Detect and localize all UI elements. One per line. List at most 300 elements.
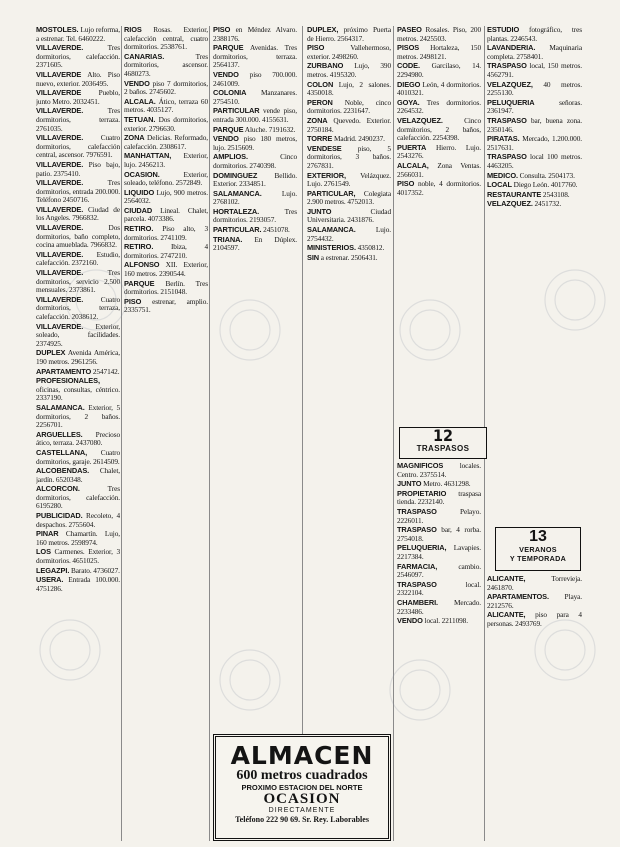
classified-ad bbox=[213, 190, 297, 207]
ad-keyword: ALICANTE, bbox=[487, 575, 526, 583]
classified-ad bbox=[36, 576, 120, 593]
ad-text: Lujo, 900 metros. 2564032. bbox=[124, 187, 208, 206]
ad-keyword: ALCALA. bbox=[124, 96, 156, 106]
ad-text: cambio. 2546097. bbox=[397, 561, 481, 580]
classified-ad bbox=[36, 269, 120, 295]
ad-keyword: PARTICULAR bbox=[213, 106, 260, 116]
ad-keyword: ALFONSO bbox=[124, 260, 160, 270]
ad-text: Lujo reforma, a estrenar. Tel. 6460222. bbox=[36, 26, 120, 43]
ad-keyword: ALICANTE, bbox=[487, 610, 526, 620]
classified-ad bbox=[124, 261, 208, 278]
ad-text: Mercado. 2233486. bbox=[397, 597, 481, 616]
classified-ad bbox=[36, 404, 120, 430]
ad-text: a estrenar. 2506431. bbox=[319, 252, 378, 262]
ad-keyword: CIUDAD bbox=[124, 205, 153, 215]
ad-keyword: ZONA bbox=[124, 133, 145, 143]
ad-text: Estudio, calefacción. 2372160. bbox=[36, 249, 120, 268]
ad-text: Vallehermoso, exterior. 2498260. bbox=[307, 43, 391, 61]
classified-ad bbox=[124, 280, 208, 297]
classified-ad bbox=[307, 62, 391, 79]
ad-column-2 bbox=[124, 26, 208, 841]
ad-keyword: MAGNIFICOS bbox=[397, 462, 444, 470]
ad-text: local 100 metros. 4463205. bbox=[487, 152, 582, 170]
ad-text: Avenida América, 190 metros. 2961256. bbox=[36, 348, 120, 366]
ad-text: Alto. Piso nuevo, exterior. 2036495. bbox=[36, 69, 120, 88]
ad-text: Cuatro dormitorios, terraza, calefacción. 2038612. bbox=[36, 294, 120, 321]
classified-ad bbox=[213, 135, 297, 152]
ad-offer: OCASION bbox=[263, 791, 341, 807]
ad-keyword: ALCORCON. bbox=[36, 484, 80, 494]
ad-column-5 bbox=[397, 26, 481, 424]
column-rule bbox=[393, 26, 394, 841]
column-rule bbox=[302, 26, 303, 841]
classified-ad bbox=[487, 611, 582, 628]
classified-ad bbox=[307, 135, 391, 144]
ad-text: Aluche. 7191632. bbox=[243, 124, 296, 134]
ad-text: Pelayo. 2226011. bbox=[397, 506, 481, 525]
ad-keyword: PIRATAS. bbox=[487, 134, 520, 144]
classified-ad bbox=[213, 126, 297, 135]
ad-keyword: RIOS bbox=[124, 26, 142, 34]
classified-ad bbox=[36, 530, 120, 547]
ad-size: 600 metros cuadrados bbox=[236, 768, 368, 783]
classified-ad bbox=[124, 207, 208, 224]
ad-keyword: TRASPASO bbox=[487, 61, 527, 71]
ad-column-3 bbox=[213, 26, 297, 730]
ad-column-1 bbox=[36, 26, 120, 841]
classified-ad bbox=[397, 462, 481, 479]
ad-keyword: TRASPASO bbox=[397, 506, 437, 516]
classified-ad bbox=[397, 44, 481, 61]
ad-keyword: COLONIA bbox=[213, 88, 247, 98]
ad-text: En Dúplex. 2104597. bbox=[213, 234, 297, 253]
ad-keyword: HORTALEZA. bbox=[213, 206, 260, 216]
ad-text: 2451732. bbox=[532, 199, 562, 209]
ad-keyword: VILLAVERDE. bbox=[36, 133, 84, 143]
ad-text: Exterior, soleado, facilidades. 2374925. bbox=[36, 321, 120, 348]
ad-keyword: TRASPASO bbox=[487, 115, 527, 125]
ad-text: Lineal. Chalet, parcela. 4073386. bbox=[124, 205, 208, 224]
ad-keyword: VILLAVERDE. bbox=[36, 223, 84, 233]
classified-ad bbox=[487, 575, 582, 592]
ad-text: Ciudad de los Angeles. 7966832. bbox=[36, 204, 120, 223]
classified-ad bbox=[487, 81, 582, 98]
ad-text: Ibiza, 4 dormitorios. 2747210. bbox=[124, 242, 208, 260]
ad-text: Tres dormitorios, servicio 2.500 mensuales. 2373861. bbox=[36, 268, 120, 295]
classified-ad bbox=[213, 172, 297, 189]
section-header-veranos bbox=[495, 527, 581, 571]
ad-text: Exterior, 5 dormitorios, 2 baños. 2256701. bbox=[36, 402, 120, 430]
classified-ad bbox=[397, 508, 481, 525]
classified-ad bbox=[36, 44, 120, 70]
ad-keyword: VENDO bbox=[213, 69, 239, 79]
ad-note: DIRECTAMENTE bbox=[268, 807, 336, 814]
ad-text: noble, 4 dormitorios. 4017352. bbox=[397, 179, 481, 197]
ad-keyword: APARTAMENTOS. bbox=[487, 592, 549, 602]
ad-text: local. 2211098. bbox=[422, 616, 468, 626]
ad-keyword: TRASPASO bbox=[487, 152, 527, 162]
ad-keyword: CHAMBERI. bbox=[397, 597, 438, 607]
ad-text: Avenidas. Tres dormitorios, terraza. 2564137. bbox=[213, 43, 297, 70]
classified-ad bbox=[397, 581, 481, 598]
ad-text: Barato. 4736027. bbox=[69, 565, 120, 575]
section-number: 12 bbox=[432, 426, 454, 445]
ad-keyword: DUPLEX bbox=[36, 348, 66, 358]
ad-text: Ciudad Universitaria. 2431876. bbox=[307, 206, 391, 225]
ad-keyword: VILLAVERDE. bbox=[36, 204, 84, 214]
ad-keyword: GOYA. bbox=[397, 97, 420, 107]
ad-keyword: TRASPASO bbox=[397, 579, 437, 589]
ad-text: Entrada 100.000. 4751286. bbox=[36, 575, 120, 593]
ad-keyword: TRASPASO bbox=[397, 525, 437, 535]
ad-text: oficinas, consultas, céntrico. 2337190. bbox=[36, 384, 120, 403]
classified-ad bbox=[487, 44, 582, 61]
classified-ad bbox=[36, 368, 120, 377]
ad-keyword: SALAMANCA. bbox=[307, 225, 356, 235]
ad-keyword: MOSTOLES. bbox=[36, 26, 79, 34]
classified-ad bbox=[397, 26, 481, 43]
ad-keyword: PUBLICIDAD. bbox=[36, 511, 83, 521]
ad-text: Rosas. Exterior, calefacción central, cuatro dormitorios. 2538761. bbox=[124, 26, 208, 52]
ad-keyword: VILLAVERDE. bbox=[36, 268, 84, 278]
ad-keyword: PROPIETARIO bbox=[397, 488, 447, 498]
classified-ad bbox=[397, 99, 481, 116]
ad-text: bar, buena zona. 2350146. bbox=[487, 115, 582, 134]
ad-text: Tres dormitorios. 2264532. bbox=[397, 97, 481, 116]
classified-ad bbox=[397, 617, 481, 626]
ad-text: XII. Exterior, 160 metros. 2390544. bbox=[124, 260, 208, 279]
ad-keyword: PISO bbox=[397, 179, 415, 189]
classified-ad bbox=[397, 599, 481, 616]
classified-ad bbox=[213, 153, 297, 170]
classified-ad bbox=[36, 161, 120, 178]
ad-text: Colegiata 2.900 metros. 4752013. bbox=[307, 188, 391, 207]
classified-ad bbox=[397, 117, 481, 143]
ad-keyword: FARMACIA, bbox=[397, 561, 438, 571]
ad-text: Hortaleza, 150 metros. 2498121. bbox=[397, 43, 481, 61]
ad-keyword: VILLAVERDE. bbox=[36, 178, 84, 188]
section-title: VERANOS bbox=[519, 545, 557, 554]
ad-text: 2547142. bbox=[91, 366, 120, 376]
classified-ad bbox=[213, 208, 297, 225]
ad-keyword: APARTAMENTO bbox=[36, 366, 92, 376]
ad-keyword: ZONA bbox=[307, 115, 328, 125]
classified-ad bbox=[397, 62, 481, 79]
ad-keyword: VILLAVERDE. bbox=[36, 106, 84, 116]
ad-text: Delicias. Reformado, calefacción. 2308617. bbox=[124, 133, 208, 151]
ad-keyword: LOCAL bbox=[487, 180, 512, 190]
ad-text: 2543108. bbox=[541, 189, 570, 199]
ad-keyword: VENDESE bbox=[307, 143, 342, 153]
ad-keyword: PARQUE bbox=[213, 43, 244, 53]
classified-ad bbox=[36, 89, 120, 106]
ad-keyword: JUNTO bbox=[397, 479, 422, 489]
classified-ad bbox=[487, 200, 582, 209]
classified-ad bbox=[36, 71, 120, 88]
ad-keyword: PARTICULAR, bbox=[307, 188, 356, 198]
classified-ad bbox=[307, 99, 391, 116]
ad-location: PROXIMO ESTACION DEL NORTE bbox=[241, 783, 363, 792]
ad-text: Chamartín. Lujo, 160 metros. 2598974. bbox=[36, 529, 120, 547]
ad-column-6 bbox=[487, 26, 582, 522]
ad-keyword: PISO bbox=[307, 43, 325, 53]
ad-text: Zona Ventas. 2566031. bbox=[397, 160, 481, 179]
ad-text: Velázquez. Lujo. 2761549. bbox=[307, 170, 391, 189]
ad-text: Tres dormitorios. 2193057. bbox=[213, 206, 297, 225]
classified-ad bbox=[397, 526, 481, 543]
ad-text: Lujo. 2754432. bbox=[307, 225, 391, 243]
classified-ad bbox=[307, 244, 391, 253]
ad-headline: ALMACEN bbox=[230, 741, 374, 770]
classified-ad bbox=[124, 53, 208, 79]
ad-keyword: LEGAZPI. bbox=[36, 565, 70, 575]
ad-keyword: VILLAVERDE. bbox=[36, 159, 84, 169]
ad-text: estrenar, amplio. 2335751. bbox=[124, 296, 208, 315]
ad-text: Metro. 4631298. bbox=[421, 479, 471, 489]
ad-keyword: PISOS bbox=[397, 43, 420, 53]
ad-text: Playa. 2212576. bbox=[487, 592, 582, 610]
ad-text: Ático, terraza 60 metros. 4035127. bbox=[124, 96, 208, 115]
ad-text: piso para 4 personas. 2493769. bbox=[487, 610, 582, 628]
ad-text: Bellido. Exterior. 2334851. bbox=[213, 170, 297, 189]
classified-ad bbox=[213, 236, 297, 253]
ad-text: 40 metros. 2255130. bbox=[487, 79, 582, 98]
ad-text: Piso bajo, patio. 2375410. bbox=[36, 159, 120, 178]
ad-text: Dos dormitorios, baño completo, cocina amueblada. 7966832. bbox=[36, 223, 120, 250]
ad-keyword: PASEO bbox=[397, 26, 422, 34]
ad-keyword: PISO bbox=[124, 296, 142, 306]
ad-text: Tres dormitorios, entrada 200.000. Teléfono 2450716. bbox=[36, 178, 120, 205]
ad-keyword: SIN bbox=[307, 252, 320, 262]
ad-text: local. 2322104. bbox=[397, 579, 481, 598]
classified-ad bbox=[36, 134, 120, 160]
ad-keyword: LAVANDERIA. bbox=[487, 43, 536, 53]
ad-keyword: VENDO bbox=[397, 616, 423, 626]
classified-ad bbox=[487, 26, 582, 43]
ad-text: Consulta. 2504173. bbox=[517, 170, 575, 180]
classified-ad bbox=[124, 116, 208, 133]
ad-text: Carmenes. Exterior, 3 dormitorios. 4651025. bbox=[36, 547, 120, 566]
classified-ad bbox=[124, 98, 208, 115]
classified-ad bbox=[307, 145, 391, 171]
ad-text: traspasa tienda. 2232140. bbox=[397, 488, 481, 507]
classified-ad bbox=[487, 181, 582, 190]
ad-keyword: VILLAVERDE. bbox=[36, 249, 84, 259]
ad-keyword: VENDO bbox=[124, 78, 150, 88]
ad-text: Maquinaria completa. 2758401. bbox=[487, 43, 582, 61]
ad-keyword: CANARIAS. bbox=[124, 51, 165, 61]
ad-keyword: PISO bbox=[213, 26, 231, 34]
ad-keyword: ZURBANO bbox=[307, 61, 344, 71]
ad-keyword: TRIANA. bbox=[213, 234, 243, 244]
ad-text: Tres dormitorios, ascensor. 4680273. bbox=[124, 51, 208, 78]
classified-ad bbox=[487, 135, 582, 152]
ad-keyword: VENDO bbox=[213, 134, 239, 144]
ad-phone: Teléfono 222 90 69. Sr. Rey. Laborables bbox=[235, 815, 369, 824]
ad-keyword: LIQUIDO bbox=[124, 187, 155, 197]
ad-text: Precioso ático, terraza. 2437080. bbox=[36, 429, 120, 448]
classified-ad bbox=[124, 26, 208, 52]
classified-ad bbox=[36, 449, 120, 466]
ad-text: Berlín. Tres dormitorios. 2151048. bbox=[124, 278, 208, 297]
classified-ad bbox=[307, 190, 391, 207]
classified-ad bbox=[213, 107, 297, 124]
classified-ad bbox=[36, 107, 120, 133]
classified-ad bbox=[36, 224, 120, 250]
ad-keyword: PELUQUERIA, bbox=[397, 543, 447, 553]
ad-keyword: VILLAVERDE bbox=[36, 88, 82, 98]
classified-ad bbox=[397, 81, 481, 98]
ad-text: Cuatro dormitorios, garaje. 2614509. bbox=[36, 447, 120, 466]
classified-ad bbox=[307, 226, 391, 243]
classified-ad bbox=[487, 191, 582, 200]
ad-keyword: DOMINGUEZ bbox=[213, 170, 258, 180]
ad-text: piso 700.000. 2461009. bbox=[213, 69, 297, 88]
almacen-display-ad bbox=[213, 734, 391, 841]
classified-ad bbox=[124, 243, 208, 260]
ad-keyword: PARTICULAR. bbox=[213, 225, 262, 235]
classified-ad bbox=[124, 225, 208, 242]
classified-ad bbox=[487, 593, 582, 610]
ad-keyword: RETIRO. bbox=[124, 242, 154, 252]
ad-text: Piso alto, 3 dormitorios. 2741109. bbox=[124, 224, 208, 242]
ad-text: Manzanares. 2754510. bbox=[213, 88, 297, 106]
ad-keyword: RESTAURANTE bbox=[487, 189, 542, 199]
ad-keyword: PROFESIONALES, bbox=[36, 376, 100, 386]
ad-text: Madrid. 2490237. bbox=[332, 134, 385, 144]
ad-keyword: TETUAN. bbox=[124, 114, 156, 124]
classified-ad bbox=[487, 153, 582, 170]
classified-ad bbox=[36, 467, 120, 484]
ad-text: locales. Centro. 2375514. bbox=[397, 462, 481, 479]
ad-text: en Méndez Alvaro. 2388176. bbox=[213, 26, 297, 43]
ad-text: vende piso, entrada 300.000. 4155631. bbox=[213, 106, 297, 124]
ad-keyword: MINISTERIOS. bbox=[307, 243, 356, 253]
ad-text: Exterior, soleado, teléfono. 2572849. bbox=[124, 169, 208, 188]
ad-text: Pueblo, junto Metro. 2032451. bbox=[36, 88, 120, 106]
ad-text: Lavapies. 2217384. bbox=[397, 543, 481, 561]
section-header-traspasos bbox=[399, 427, 487, 459]
classified-ad bbox=[213, 226, 297, 235]
ad-keyword: VELAZQUEZ. bbox=[487, 199, 533, 209]
classified-ad bbox=[213, 44, 297, 70]
classified-ad bbox=[124, 298, 208, 315]
classified-ad bbox=[397, 490, 481, 507]
ad-keyword: SALAMANCA. bbox=[213, 188, 262, 198]
classified-ad bbox=[397, 180, 481, 197]
ad-text: señoras. 2361947. bbox=[487, 97, 582, 116]
ad-text: bar, 4 rorba. 2754018. bbox=[397, 525, 481, 543]
ad-keyword: CODE. bbox=[397, 61, 420, 71]
ad-text: Exterior, lujo. 2456213. bbox=[124, 151, 208, 169]
ad-keyword: RETIRO. bbox=[124, 224, 154, 234]
ad-text: Torrevieja. 2461870. bbox=[487, 575, 582, 592]
ad-text: Garcilaso, 14. 2294980. bbox=[397, 61, 481, 79]
classified-ad bbox=[36, 567, 120, 576]
ad-text: Recoleto, 4 despachos. 2755604. bbox=[36, 511, 120, 529]
ad-text: piso 180 metros, lujo. 2515609. bbox=[213, 134, 297, 152]
ad-keyword: VILLAVERDE bbox=[36, 69, 82, 79]
ad-text: piso, 5 dormitorios, 3 baños. 2767831. bbox=[307, 143, 391, 170]
ad-text: local, 150 metros. 4562791. bbox=[487, 61, 582, 79]
classified-ad bbox=[36, 296, 120, 322]
ad-keyword: COLON bbox=[307, 79, 334, 89]
ad-keyword: VELAZQUEZ. bbox=[397, 115, 443, 125]
section-number: 13 bbox=[529, 528, 547, 545]
ad-keyword: VELAZQUEZ, bbox=[487, 79, 533, 89]
ad-keyword: ESTUDIO bbox=[487, 26, 520, 34]
column-rule bbox=[121, 26, 122, 841]
classified-ad bbox=[36, 349, 120, 366]
ad-keyword: MANHATTAN, bbox=[124, 151, 172, 161]
classified-ad bbox=[124, 134, 208, 151]
classified-ad bbox=[36, 377, 120, 403]
ad-text: Cinco dormitorios, 2 baños, calefacción. 2254398. bbox=[397, 115, 481, 143]
ad-text: Rosales. Piso, 200 metros. 2425503. bbox=[397, 26, 481, 43]
ad-keyword: CASTELLANA, bbox=[36, 447, 88, 457]
ad-keyword: EXTERIOR, bbox=[307, 170, 346, 180]
classified-ad bbox=[36, 323, 120, 349]
classified-ad bbox=[397, 544, 481, 561]
ad-text: Cinco dormitorios. 2740398. bbox=[213, 152, 297, 170]
ad-keyword: ARGUELLES. bbox=[36, 429, 83, 439]
classified-ad bbox=[36, 485, 120, 511]
ad-text: Chalet, jardín. 6520348. bbox=[36, 466, 120, 484]
classified-ad bbox=[124, 171, 208, 188]
ad-keyword: DIEGO bbox=[397, 79, 421, 89]
ad-text: piso 7 dormitorios, 2 baños. 2745602. bbox=[124, 78, 208, 97]
classified-ad bbox=[397, 144, 481, 161]
ad-keyword: PERON bbox=[307, 97, 333, 107]
ad-keyword: SALAMANCA. bbox=[36, 402, 85, 412]
classified-ad bbox=[307, 81, 391, 98]
ad-text: Tres dormitorios, terraza. 2761035. bbox=[36, 106, 120, 133]
classified-ad bbox=[307, 117, 391, 134]
column-rule bbox=[209, 26, 210, 841]
ad-keyword: PINAR bbox=[36, 529, 59, 539]
ad-keyword: DUPLEX, bbox=[307, 26, 339, 34]
ad-text: Quevedo. Exterior. 2750184. bbox=[307, 115, 391, 134]
ad-text: Mercado, 1.200.000. 2517631. bbox=[487, 134, 582, 152]
classified-ad bbox=[36, 431, 120, 448]
ad-keyword: VILLAVERDE. bbox=[36, 43, 84, 53]
ad-text: Noble, cinco dormitorios. 2231647. bbox=[307, 97, 391, 116]
classified-ad bbox=[124, 189, 208, 206]
ad-text: fotográfico, tres plantas. 2246543. bbox=[487, 26, 582, 43]
ad-text: Tres dormitorios, calefacción. 6195280. bbox=[36, 484, 120, 511]
traspasos-ads bbox=[397, 462, 481, 841]
ad-keyword: PUERTA bbox=[397, 142, 427, 152]
classified-ad bbox=[307, 208, 391, 225]
ad-keyword: ALCOBENDAS. bbox=[36, 466, 90, 476]
ad-keyword: AMPLIOS. bbox=[213, 152, 248, 162]
ad-keyword: JUNTO bbox=[307, 206, 332, 216]
classified-ad bbox=[487, 172, 582, 181]
ad-keyword: ALCALA, bbox=[397, 160, 429, 170]
ad-text: Lujo, 2 salones. 4350018. bbox=[307, 79, 391, 98]
classified-ad bbox=[36, 512, 120, 529]
classified-ad bbox=[36, 548, 120, 565]
ad-keyword: LOS bbox=[36, 547, 51, 557]
section-title: TRASPASOS bbox=[416, 444, 470, 453]
ad-keyword: TORRE bbox=[307, 134, 333, 144]
classified-ad bbox=[307, 254, 391, 263]
ad-text: próximo Puerta de Hierro. 2564317. bbox=[307, 26, 391, 43]
classified-ad bbox=[213, 71, 297, 88]
ad-text: Tres dormitorios, calefacción. 2371605. bbox=[36, 43, 120, 70]
ad-text: 4350812. bbox=[355, 243, 385, 253]
veranos-ads bbox=[487, 575, 582, 841]
